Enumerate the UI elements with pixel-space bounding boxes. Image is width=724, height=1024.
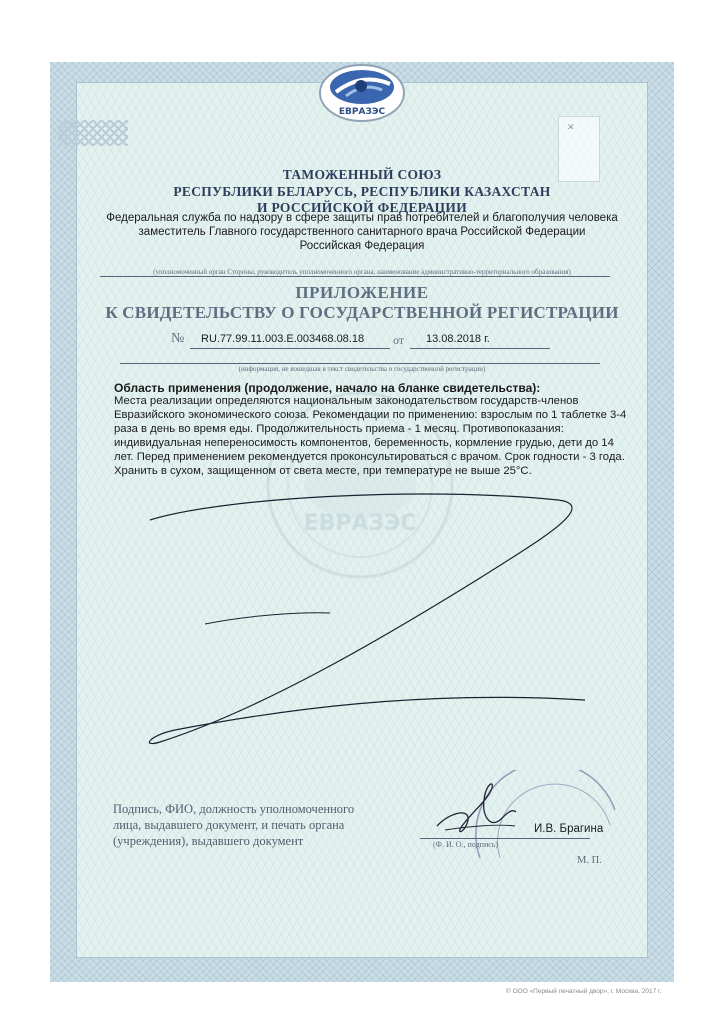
header-russia: И РОССИЙСКОЙ ФЕДЕРАЦИИ [256,200,468,215]
fio-note: (Ф. И. О., подпись) [433,840,499,849]
body-line: индивидуальная непереносимость компонентов, беременность, кормление грудью, дети до 14 [114,437,614,449]
agency-line-1: Федеральная служба по надзору в сфере защиты прав потребителей и благополучия человека [106,212,618,224]
body-line: лет. Перед применением рекомендуется проконсультироваться с врачом. Срок годности - 3 года. [114,451,625,463]
date-label: от [393,333,405,347]
body-line: Евразийского экономического союза. Рекомендации по применению: взрослым по 1 таблетке 3-4 [114,409,627,421]
signature-label-2: лица, выдавшего документ, и печать органа [113,818,345,832]
document-title: ПРИЛОЖЕНИЕ [295,283,429,302]
signature-label-1: Подпись, ФИО, должность уполномоченного [113,802,355,816]
svg-text:ЕВРАЗЭС: ЕВРАЗЭС [303,511,417,536]
agency-line-3: Российская Федерация [299,240,425,252]
info-note: (информация, не вошедшая в текст свидетельства о государственной регистрации) [238,365,486,373]
body-line: раза в день во время еды. Продолжительность приема - 1 месяц. Противопоказания: [114,423,564,435]
authority-note: (уполномоченный орган Стороны, руководитель уполномоченного органа, наименование административно-территориального образования) [153,268,571,276]
body-line: Хранить в сухом, защищенном от света месте, при температуре не выше 25°С. [114,465,532,477]
seal-place-label: М. П. [577,855,602,866]
registration-date: 13.08.2018 г. [426,333,490,345]
number-label: № [171,331,185,346]
header-republics: РЕСПУБЛИКИ БЕЛАРУСЬ, РЕСПУБЛИКИ КАЗАХСТАН [173,184,551,199]
document-subtitle: К СВИДЕТЕЛЬСТВУ О ГОСУДАРСТВЕННОЙ РЕГИСТРАЦИИ [105,303,619,322]
body-line: Места реализации определяются национальным законодательством государств-членов [114,395,579,407]
header-union: ТАМОЖЕННЫЙ СОЮЗ [282,167,442,182]
printer-footer: © ООО «Первый печатный двор», г. Москва, 2017 г. [506,988,662,995]
application-area-heading: Область применения (продолжение, начало на бланке свидетельства): [114,381,541,395]
svg-text:ЕВРАЗЭС: ЕВРАЗЭС [338,107,386,117]
signature-label-3: (учреждения), выдавшего документ [113,834,304,848]
stamp-box-mark: ✕ [567,123,575,133]
agency-line-2: заместитель Главного государственного санитарного врача Российской Федерации [138,226,586,238]
registration-number: RU.77.99.11.003.E.003468.08.18 [201,333,365,345]
signer-name: И.В. Брагина [534,823,604,835]
fio-rule [420,838,590,839]
